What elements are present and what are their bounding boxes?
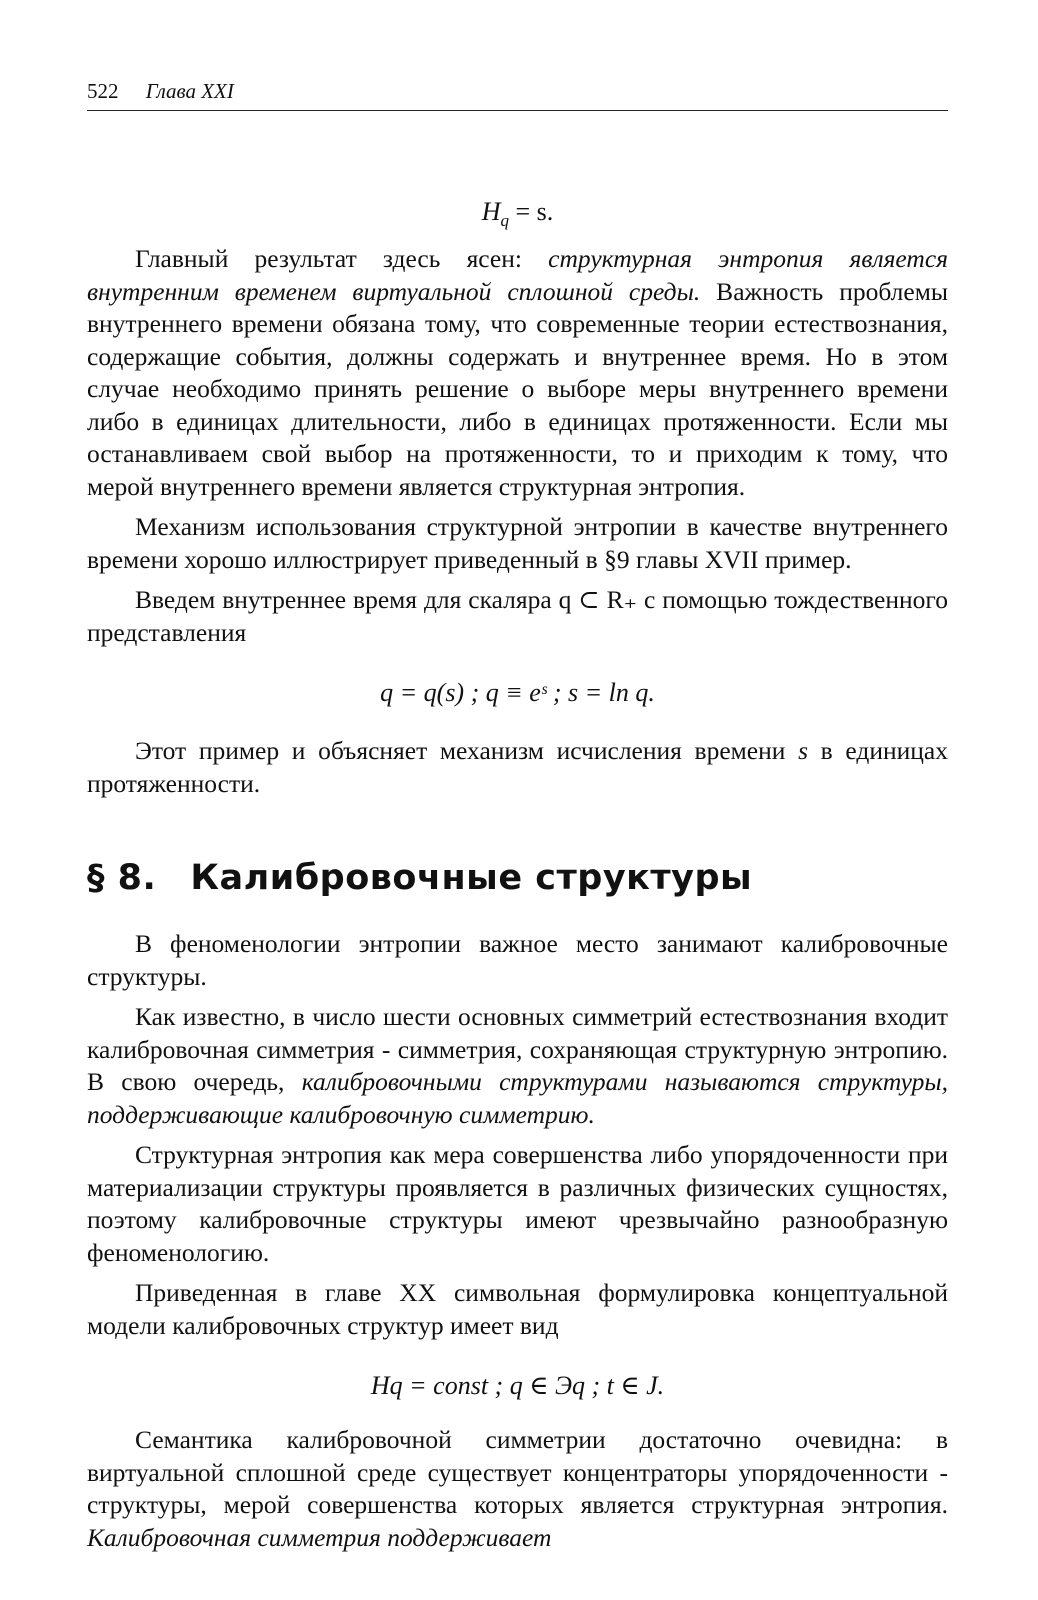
paragraph-structural-entropy: Структурная энтропия как мера совершенства либо упорядоченности при материализации структуры проявляется в различных физических сущностях, поэтому калибровочные структуры имеют чрезвычайно разнообразную феноменологию. [87, 1140, 948, 1267]
paragraph-semantics: Семантика калибровочной симметрии достаточно очевидна: в виртуальной сплошной среде существует концентраторы упорядоченности - структуры, мерой совершенства которых является структурная энтропия. Калибровочная симметрия поддерживает [87, 1425, 948, 1552]
equation-hq-const: Hq = const ; q ∈ Эq ; t ∈ J. [370, 1371, 665, 1401]
page-number: 522 [87, 79, 119, 103]
section-title: Калибровочные структуры [190, 858, 753, 899]
emphasis-text: Калибровочная симметрия поддерживает [87, 1522, 552, 1552]
chapter-title: Глава XXI [145, 79, 234, 103]
paragraph-phenomenology: В феноменологии энтропии важное место занимают калибровочные структуры. [87, 929, 948, 991]
emphasis-text: структурная энтропия является внутренним временем виртуальной сплошной среды. [87, 244, 948, 306]
section-heading [87, 858, 948, 898]
section-number: § 8. [87, 858, 157, 899]
paragraph-main-result: Главный результат здесь ясен: структурная энтропия является внутренним временем виртуальной сплошной среды. Важность проблемы внутреннего времени обязана тому, что современные теории естествознания, содержащие события, должны содержать и внутреннее время. Но в этом случае необходимо принять решение о выборе меры внутреннего времени либо в единицах длительности, либо в единицах протяженности. Если мы останавливаем свой выбор на протяженности, то и приходим к тому, что мерой внутреннего времени является структурная энтропия. [87, 244, 948, 501]
paragraph-example: Этот пример и объясняет механизм исчисления времени s в единицах протяженности. [87, 736, 948, 798]
paragraph-mechanism: Механизм использования структурной энтропии в качестве внутреннего времени хорошо иллюстрирует приведенный в §9 главы XVII пример. [87, 512, 948, 574]
running-header [87, 78, 948, 111]
equation-hq-equals-s: $H_q = s$. [481, 197, 554, 231]
page-body [87, 196, 948, 1554]
equation-q-of-s: q = q(s) ; q ≡ eˢ ; s = ln q. [380, 678, 655, 708]
paragraph-internal-time: Введем внутреннее время для скаляра q ⊂ R₊ с помощью тождественного представления [87, 585, 948, 647]
paragraph-symmetries: Как известно, в число шести основных симметрий естествознания входит калибровочная симметрия - симметрия, сохраняющая структурную энтропию. В свою очередь, калибровочными структурами называются структуры, поддерживающие калибровочную симметрию. [87, 1002, 948, 1129]
emphasis-text: калибровочными структурами называются структуры, поддерживающие калибровочную симметрию. [87, 1067, 948, 1129]
paragraph-formulation: Приведенная в главе XX символьная формулировка концептуальной модели калибровочных структур имеет вид [87, 1278, 948, 1340]
